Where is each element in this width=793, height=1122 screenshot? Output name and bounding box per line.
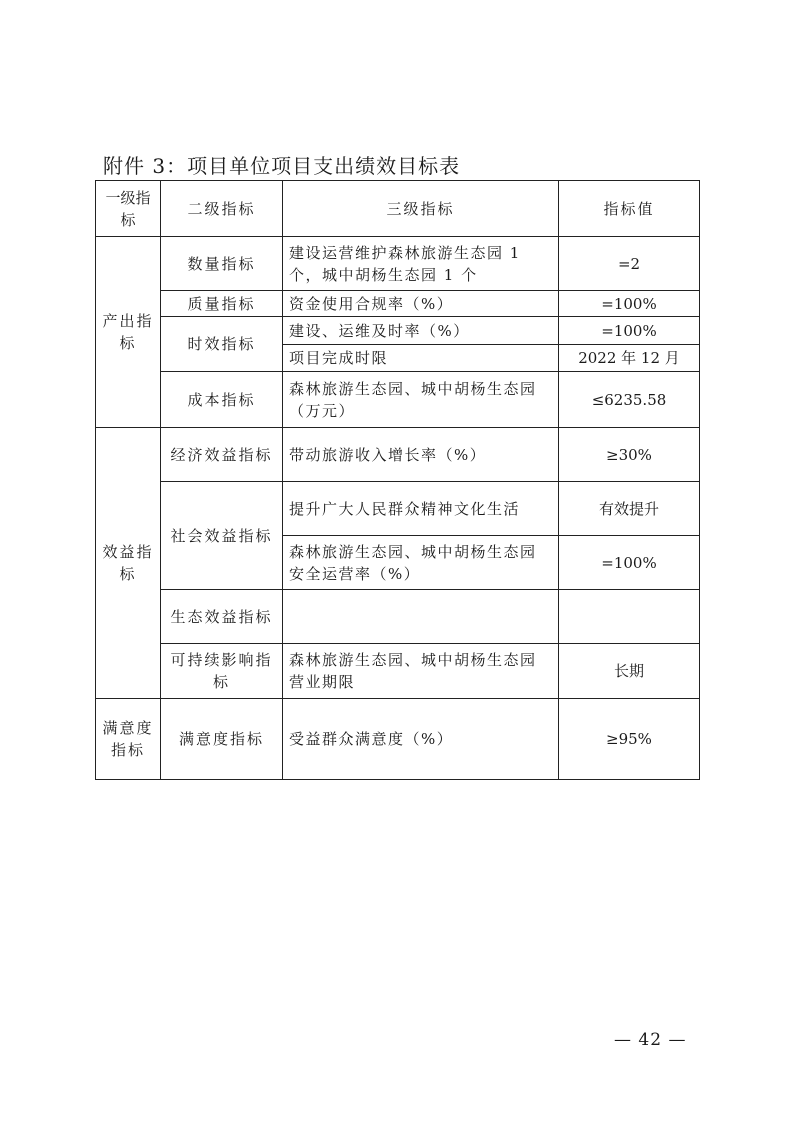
level3-cell: 建设运营维护森林旅游生态园 1 个，城中胡杨生态园 1 个 xyxy=(283,237,559,291)
performance-target-table xyxy=(95,180,700,780)
level3-cell: 森林旅游生态园、城中胡杨生态园安全运营率（%） xyxy=(283,536,559,590)
table-row xyxy=(96,699,700,780)
table-row xyxy=(96,428,700,482)
value-cell: 长期 xyxy=(559,644,700,699)
level2-cell: 数量指标 xyxy=(161,237,283,291)
value-cell: =100% xyxy=(559,317,700,345)
value-cell: =100% xyxy=(559,536,700,590)
value-cell: ≥95% xyxy=(559,699,700,780)
table-row xyxy=(96,237,700,291)
level2-cell: 质量指标 xyxy=(161,291,283,317)
level3-cell: 资金使用合规率（%） xyxy=(283,291,559,317)
header-level2: 二级指标 xyxy=(161,181,283,237)
group-satisfaction: 满意度指标 xyxy=(96,699,161,780)
level3-cell: 项目完成时限 xyxy=(283,345,559,372)
level3-cell: 提升广大人民群众精神文化生活 xyxy=(283,482,559,536)
value-cell: =2 xyxy=(559,237,700,291)
table-row xyxy=(96,291,700,317)
level2-cell: 生态效益指标 xyxy=(161,590,283,644)
table-row xyxy=(96,590,700,644)
group-benefit: 效益指标 xyxy=(96,428,161,699)
level2-cell: 经济效益指标 xyxy=(161,428,283,482)
table-row xyxy=(96,317,700,345)
page-number: — 42 — xyxy=(614,1030,687,1050)
group-output: 产出指标 xyxy=(96,237,161,428)
header-level1: 一级指标 xyxy=(96,181,161,237)
value-cell: ≥30% xyxy=(559,428,700,482)
header-level3: 三级指标 xyxy=(283,181,559,237)
level2-cell: 满意度指标 xyxy=(161,699,283,780)
value-cell xyxy=(559,590,700,644)
value-cell: =100% xyxy=(559,291,700,317)
table-header-row xyxy=(96,181,700,237)
value-cell: 2022 年 12 月 xyxy=(559,345,700,372)
level2-cell: 成本指标 xyxy=(161,372,283,428)
value-cell: ≤6235.58 xyxy=(559,372,700,428)
table-row xyxy=(96,644,700,699)
value-cell: 有效提升 xyxy=(559,482,700,536)
level2-cell: 社会效益指标 xyxy=(161,482,283,590)
level3-cell: 森林旅游生态园、城中胡杨生态园（万元） xyxy=(283,372,559,428)
level2-cell: 可持续影响指标 xyxy=(161,644,283,699)
level2-cell: 时效指标 xyxy=(161,317,283,372)
table-row xyxy=(96,372,700,428)
level3-cell: 建设、运维及时率（%） xyxy=(283,317,559,345)
header-value: 指标值 xyxy=(559,181,700,237)
table-row xyxy=(96,482,700,536)
level3-cell: 受益群众满意度（%） xyxy=(283,699,559,780)
level3-cell: 森林旅游生态园、城中胡杨生态园营业期限 xyxy=(283,644,559,699)
level3-cell xyxy=(283,590,559,644)
level3-cell: 带动旅游收入增长率（%） xyxy=(283,428,559,482)
document-title: 附件 3：项目单位项目支出绩效目标表 xyxy=(103,154,461,178)
